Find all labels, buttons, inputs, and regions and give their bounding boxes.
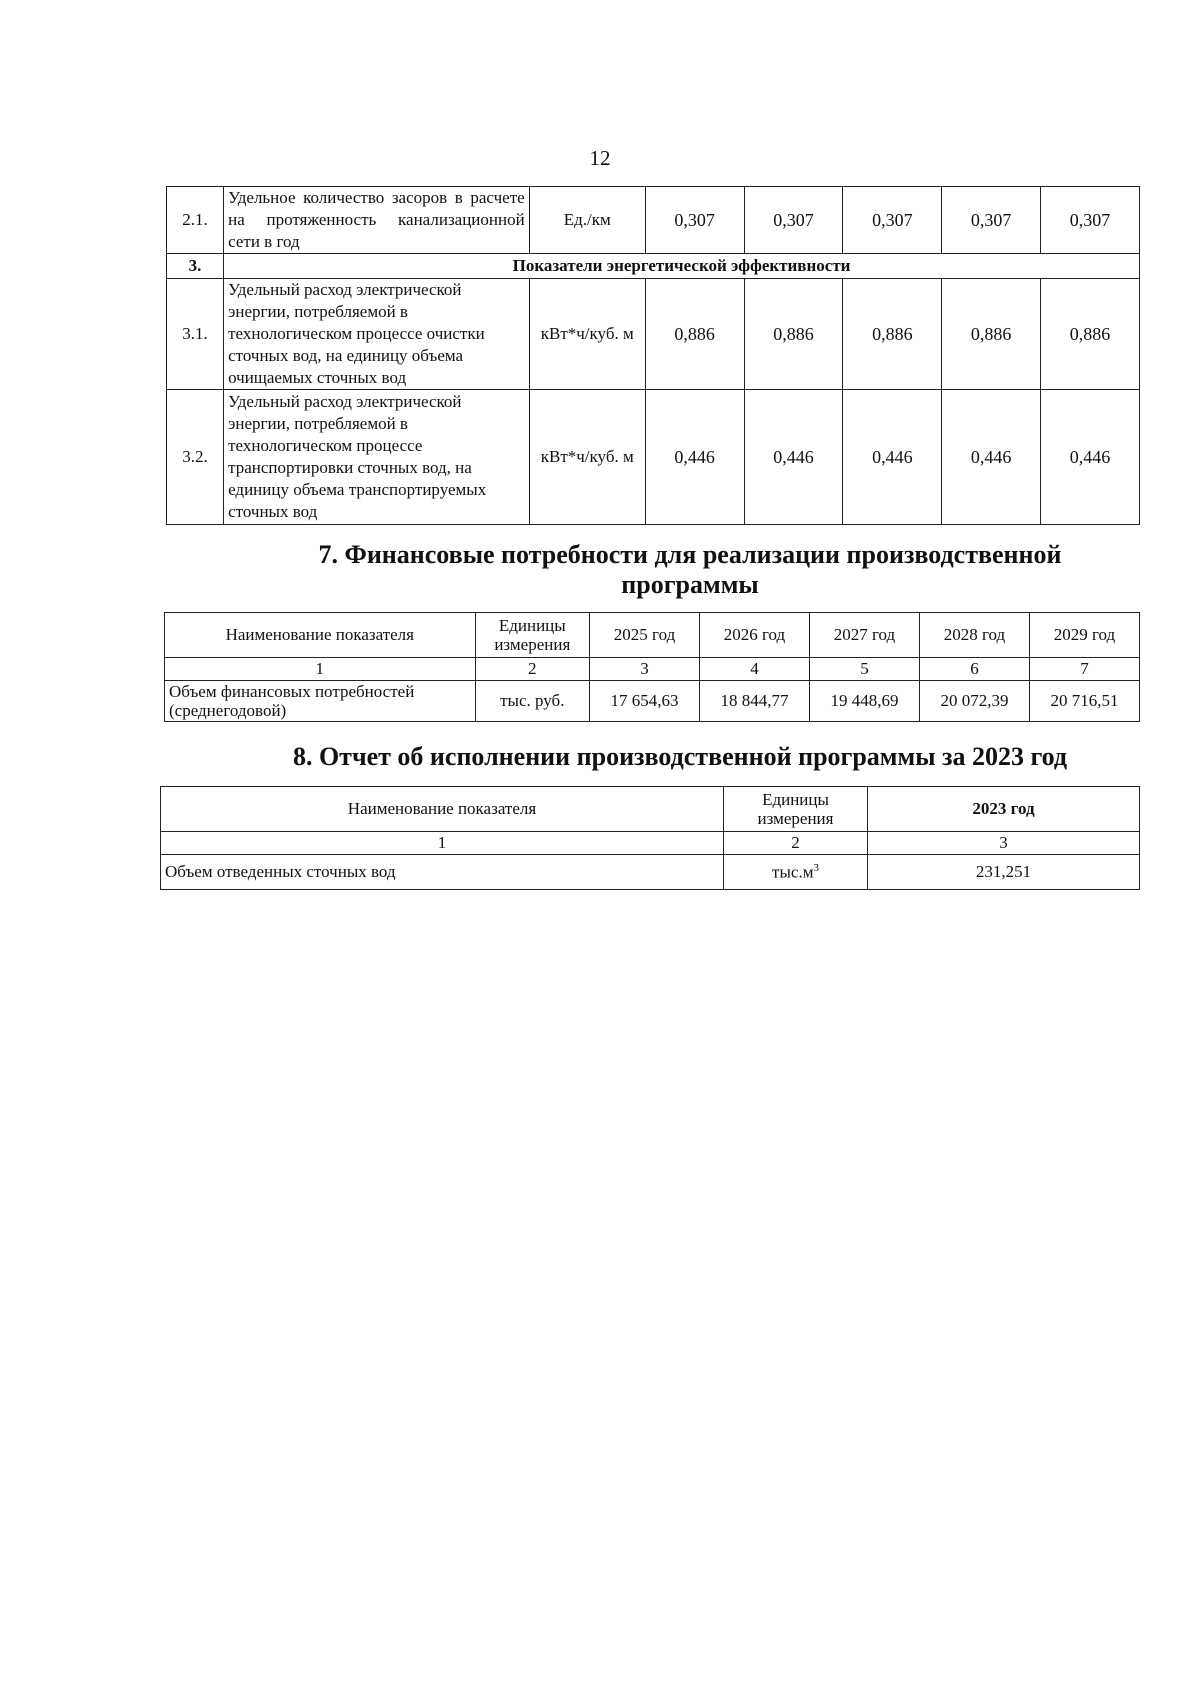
value-cell: 0,446 [843, 390, 942, 525]
column-header: 2027 год [809, 613, 919, 658]
column-header: 2028 год [919, 613, 1029, 658]
indicator-name: Объем отведенных сточных вод [161, 855, 724, 890]
value-cell: 17 654,63 [590, 681, 700, 722]
column-index: 3 [590, 658, 700, 681]
column-index-row [165, 658, 1140, 681]
column-index: 1 [161, 832, 724, 855]
column-index-row [161, 832, 1140, 855]
unit-superscript: 3 [813, 861, 819, 874]
value-cell: 0,886 [1041, 279, 1140, 390]
value-cell: 0,446 [1041, 390, 1140, 525]
column-header: Единицы измерения [475, 613, 589, 658]
financial-needs-table [164, 612, 1140, 722]
table-row [165, 681, 1140, 722]
value-cell: 0,307 [942, 187, 1041, 254]
column-index: 1 [165, 658, 476, 681]
indicators-table [166, 186, 1140, 525]
column-index: 2 [724, 832, 868, 855]
column-index: 7 [1029, 658, 1139, 681]
column-header: 2029 год [1029, 613, 1139, 658]
unit-cell: Ед./км [529, 187, 645, 254]
table-row [167, 187, 1140, 254]
indicator-name: Объем финансовых потребностей (среднегодовой) [165, 681, 476, 722]
value-cell: 0,446 [942, 390, 1041, 525]
value-cell: 20 716,51 [1029, 681, 1139, 722]
table-row [161, 855, 1140, 890]
value-cell: 0,307 [843, 187, 942, 254]
section-row [167, 254, 1140, 279]
value-cell: 18 844,77 [700, 681, 810, 722]
value-cell: 0,307 [1041, 187, 1140, 254]
value-cell: 0,886 [744, 279, 843, 390]
value-cell: 0,886 [843, 279, 942, 390]
column-header: 2025 год [590, 613, 700, 658]
unit-cell: кВт*ч/куб. м [529, 390, 645, 525]
table-row [167, 390, 1140, 525]
section-heading: Показатели энергетической эффективности [224, 254, 1140, 279]
program-report-table [160, 786, 1140, 890]
column-header: Единицы измерения [724, 787, 868, 832]
row-number: 3.2. [167, 390, 224, 525]
value-cell: 20 072,39 [919, 681, 1029, 722]
section-7-title: 7. Финансовые потребности для реализации производственной программы [318, 540, 1062, 599]
value-cell: 0,307 [744, 187, 843, 254]
section-8-title: 8. Отчет об исполнении производственной программы за 2023 год [292, 742, 1068, 771]
value-cell: 231,251 [868, 855, 1140, 890]
unit-text: тыс.м [772, 862, 814, 882]
column-header: 2023 год [868, 787, 1140, 832]
value-cell: 0,446 [645, 390, 744, 525]
unit-cell: тыс. руб. [475, 681, 589, 722]
row-number: 2.1. [167, 187, 224, 254]
column-header: 2026 год [700, 613, 810, 658]
unit-cell [724, 855, 868, 890]
page-number: 12 [589, 146, 611, 170]
table-header-row [165, 613, 1140, 658]
value-cell: 0,886 [942, 279, 1041, 390]
value-cell: 0,307 [645, 187, 744, 254]
indicator-name: Удельный расход электрической энергии, потребляемой в технологическом процессе транспортировки сточных вод, на единицу объема транспортируемых сточных вод [224, 390, 530, 525]
column-header: Наименование показателя [161, 787, 724, 832]
table-row [167, 279, 1140, 390]
indicator-name: Удельный расход электрической энергии, потребляемой в технологическом процессе очистки сточных вод, на единицу объема очищаемых сточных вод [224, 279, 530, 390]
indicator-name: Удельное количество засоров в расчете на протяженность канализационной сети в год [224, 187, 530, 254]
unit-cell: кВт*ч/куб. м [529, 279, 645, 390]
row-number: 3.1. [167, 279, 224, 390]
column-header: Наименование показателя [165, 613, 476, 658]
value-cell: 0,446 [744, 390, 843, 525]
column-index: 6 [919, 658, 1029, 681]
column-index: 4 [700, 658, 810, 681]
column-index: 5 [809, 658, 919, 681]
table-header-row [161, 787, 1140, 832]
column-index: 3 [868, 832, 1140, 855]
value-cell: 0,886 [645, 279, 744, 390]
section-number: 3. [167, 254, 224, 279]
column-index: 2 [475, 658, 589, 681]
value-cell: 19 448,69 [809, 681, 919, 722]
